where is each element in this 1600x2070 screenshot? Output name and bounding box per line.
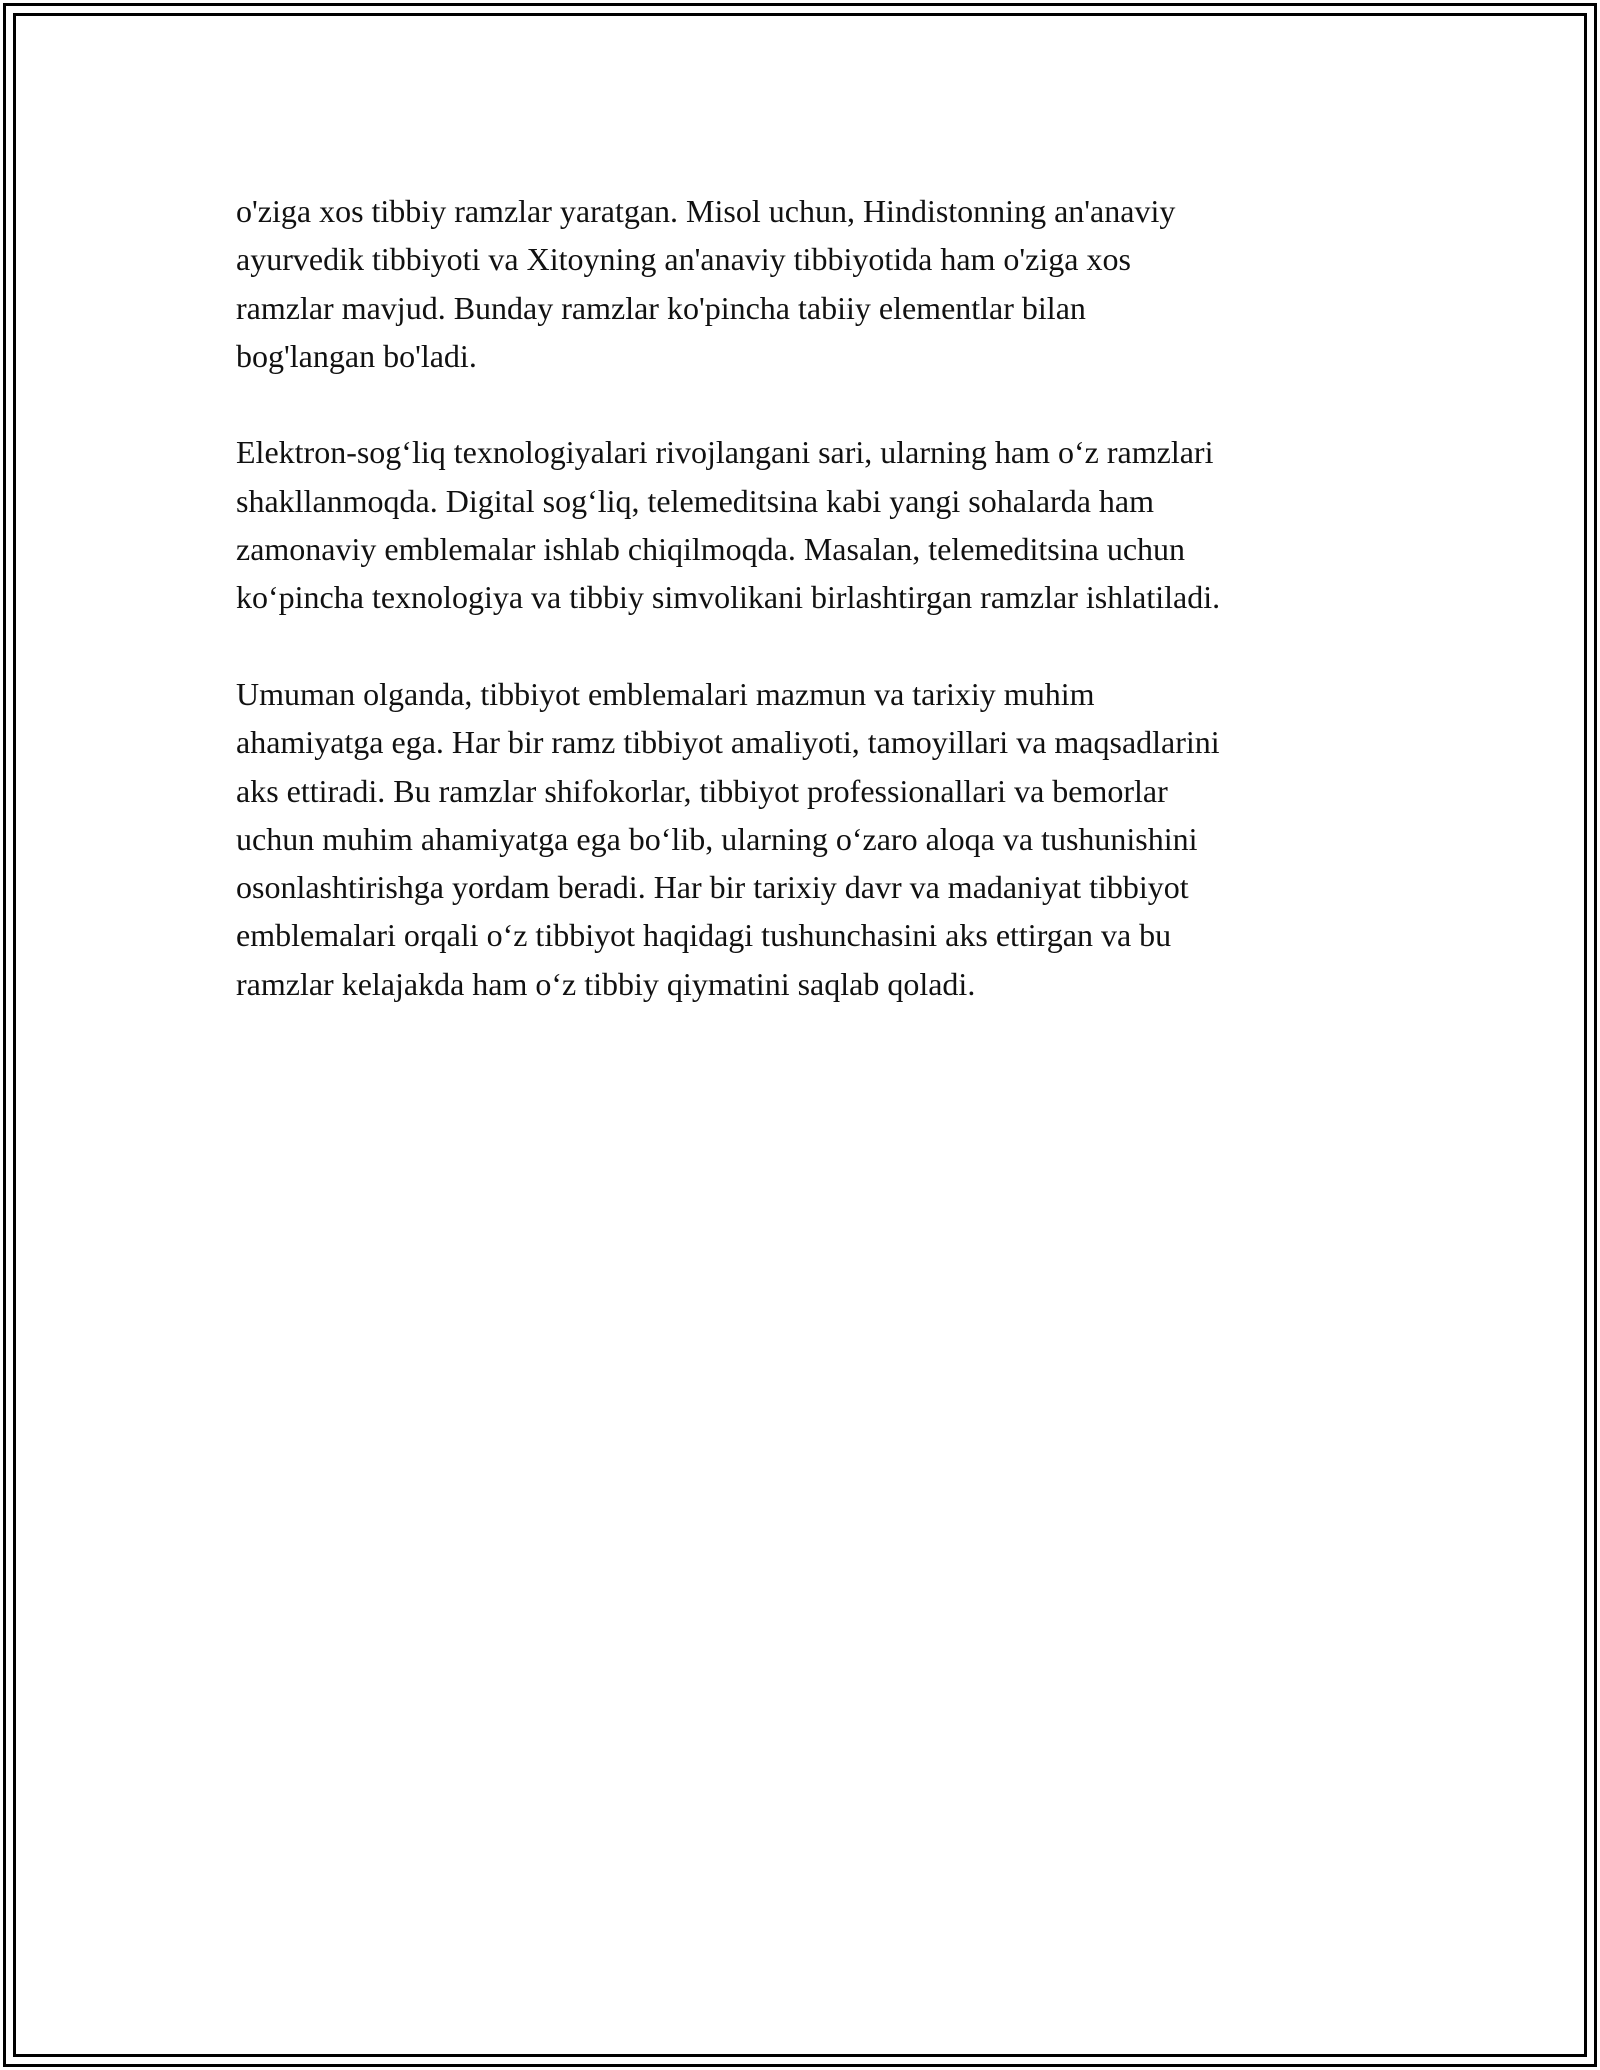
document-body bbox=[236, 187, 1386, 1056]
text-line: ramzlar kelajakda ham o‘z tibbiy qiymatini saqlab qoladi. bbox=[236, 965, 976, 1002]
text-line: bog'langan bo'ladi. bbox=[236, 337, 477, 374]
text-line: uchun muhim ahamiyatga ega bo‘lib, ularning o‘zaro aloqa va tushunishini bbox=[236, 820, 1198, 857]
text-line: Elektron-sog‘liq texnologiyalari rivojlangani sari, ularning ham o‘z ramzlari bbox=[236, 434, 1214, 471]
text-line: zamonaviy emblemalar ishlab chiqilmoqda. Masalan, telemeditsina uchun bbox=[236, 531, 1186, 568]
text-line: ahamiyatga ega. Har bir ramz tibbiyot amaliyoti, tamoyillari va maqsadlarini bbox=[236, 724, 1220, 761]
paragraph-2 bbox=[236, 428, 1386, 621]
text-line: osonlashtirishga yordam beradi. Har bir tarixiy davr va madaniyat tibbiyot bbox=[236, 869, 1189, 906]
text-line: o'ziga xos tibbiy ramzlar yaratgan. Misol uchun, Hindistonning an'anaviy bbox=[236, 193, 1176, 229]
text-line: Umuman olganda, tibbiyot emblemalari mazmun va tarixiy muhim bbox=[236, 675, 1095, 712]
text-line: aks ettiradi. Bu ramzlar shifokorlar, tibbiyot professionallari va bemorlar bbox=[236, 772, 1168, 809]
text-line: shakllanmoqda. Digital sog‘liq, telemeditsina kabi yangi sohalarda ham bbox=[236, 482, 1154, 519]
text-line: ko‘pincha texnologiya va tibbiy simvolikani birlashtirgan ramzlar ishlatiladi. bbox=[236, 579, 1221, 616]
text-line: ramzlar mavjud. Bunday ramzlar ko'pincha tabiiy elementlar bilan bbox=[236, 289, 1086, 326]
paragraph-3 bbox=[236, 670, 1386, 1008]
paragraph-1 bbox=[236, 187, 1386, 380]
text-line: ayurvedik tibbiyoti va Xitoyning an'anaviy tibbiyotida ham o'ziga xos bbox=[236, 241, 1131, 278]
text-line: emblemalari orqali o‘z tibbiyot haqidagi tushunchasini aks ettirgan va bu bbox=[236, 917, 1172, 954]
